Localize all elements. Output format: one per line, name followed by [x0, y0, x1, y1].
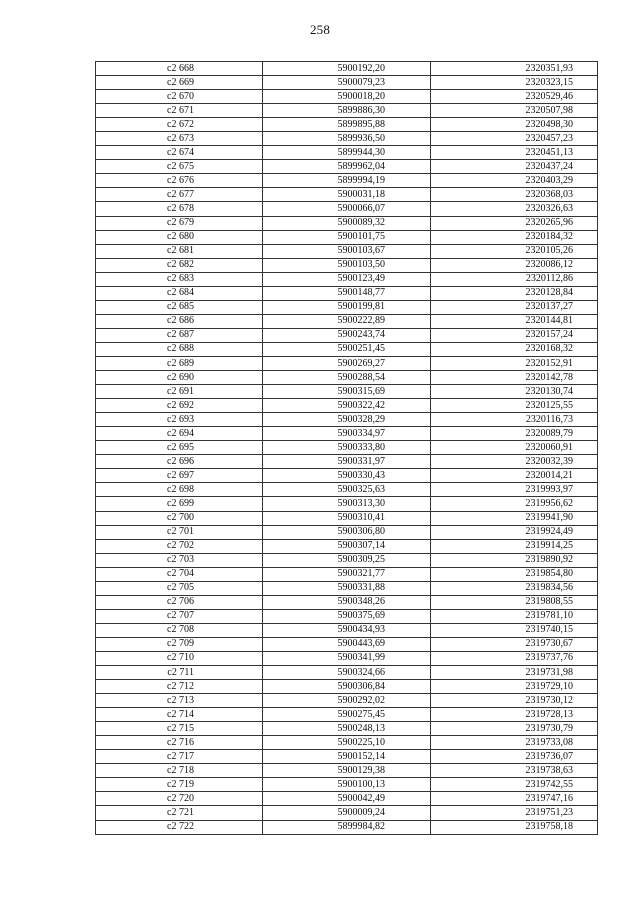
- x-coordinate-cell: 5900334,97: [263, 427, 431, 441]
- y-coordinate-cell: 2319731,98: [431, 666, 598, 680]
- table-row: [96, 441, 598, 455]
- x-coordinate-cell: 5900103,67: [263, 244, 431, 258]
- table-row: [96, 567, 598, 581]
- point-id-cell: c2 682: [96, 258, 263, 272]
- x-coordinate-cell: 5900009,24: [263, 806, 431, 820]
- point-id-cell: c2 712: [96, 680, 263, 694]
- x-coordinate-cell: 5900129,38: [263, 764, 431, 778]
- y-coordinate-cell: 2319740,15: [431, 623, 598, 637]
- point-id-cell: c2 685: [96, 300, 263, 314]
- point-id-cell: c2 674: [96, 146, 263, 160]
- y-coordinate-cell: 2319781,10: [431, 609, 598, 623]
- table-row: [96, 146, 598, 160]
- point-id-cell: c2 709: [96, 637, 263, 651]
- x-coordinate-cell: 5900306,84: [263, 680, 431, 694]
- table-row: [96, 104, 598, 118]
- x-coordinate-cell: 5899962,04: [263, 160, 431, 174]
- y-coordinate-cell: 2319738,63: [431, 764, 598, 778]
- point-id-cell: c2 681: [96, 244, 263, 258]
- table-row: [96, 62, 598, 76]
- point-id-cell: c2 703: [96, 553, 263, 567]
- x-coordinate-cell: 5900018,20: [263, 90, 431, 104]
- x-coordinate-cell: 5900275,45: [263, 708, 431, 722]
- y-coordinate-cell: 2319736,07: [431, 750, 598, 764]
- y-coordinate-cell: 2319730,67: [431, 637, 598, 651]
- y-coordinate-cell: 2320130,74: [431, 385, 598, 399]
- x-coordinate-cell: 5900066,07: [263, 202, 431, 216]
- x-coordinate-cell: 5900100,13: [263, 778, 431, 792]
- table-row: [96, 385, 598, 399]
- y-coordinate-cell: 2320326,63: [431, 202, 598, 216]
- point-id-cell: c2 708: [96, 623, 263, 637]
- x-coordinate-cell: 5900313,30: [263, 497, 431, 511]
- y-coordinate-cell: 2320403,29: [431, 174, 598, 188]
- table-row: [96, 188, 598, 202]
- y-coordinate-cell: 2319730,79: [431, 722, 598, 736]
- point-id-cell: c2 700: [96, 511, 263, 525]
- table-row: [96, 427, 598, 441]
- point-id-cell: c2 673: [96, 132, 263, 146]
- y-coordinate-cell: 2319751,23: [431, 806, 598, 820]
- x-coordinate-cell: 5900123,49: [263, 272, 431, 286]
- x-coordinate-cell: 5900288,54: [263, 371, 431, 385]
- y-coordinate-cell: 2319924,49: [431, 525, 598, 539]
- x-coordinate-cell: 5900328,29: [263, 413, 431, 427]
- table-row: [96, 174, 598, 188]
- table-row: [96, 483, 598, 497]
- y-coordinate-cell: 2320351,93: [431, 62, 598, 76]
- x-coordinate-cell: 5900330,43: [263, 469, 431, 483]
- point-id-cell: c2 721: [96, 806, 263, 820]
- x-coordinate-cell: 5899984,82: [263, 820, 431, 834]
- table-row: [96, 328, 598, 342]
- table-row: [96, 609, 598, 623]
- y-coordinate-cell: 2320125,55: [431, 399, 598, 413]
- x-coordinate-cell: 5900443,69: [263, 637, 431, 651]
- point-id-cell: c2 698: [96, 483, 263, 497]
- point-id-cell: c2 678: [96, 202, 263, 216]
- y-coordinate-cell: 2319941,90: [431, 511, 598, 525]
- y-coordinate-cell: 2320457,23: [431, 132, 598, 146]
- x-coordinate-cell: 5899994,19: [263, 174, 431, 188]
- point-id-cell: c2 713: [96, 694, 263, 708]
- table-row: [96, 595, 598, 609]
- table-row: [96, 680, 598, 694]
- table-row: [96, 300, 598, 314]
- table-row: [96, 637, 598, 651]
- page-number: 258: [309, 22, 331, 37]
- point-id-cell: c2 668: [96, 62, 263, 76]
- point-id-cell: c2 718: [96, 764, 263, 778]
- point-id-cell: c2 693: [96, 413, 263, 427]
- table-row: [96, 553, 598, 567]
- x-coordinate-cell: 5900192,20: [263, 62, 431, 76]
- table-row: [96, 272, 598, 286]
- x-coordinate-cell: 5900251,45: [263, 342, 431, 356]
- x-coordinate-cell: 5900103,50: [263, 258, 431, 272]
- y-coordinate-cell: 2320032,39: [431, 455, 598, 469]
- x-coordinate-cell: 5900042,49: [263, 792, 431, 806]
- point-id-cell: c2 676: [96, 174, 263, 188]
- x-coordinate-cell: 5900243,74: [263, 328, 431, 342]
- table-row: [96, 539, 598, 553]
- table-row: [96, 371, 598, 385]
- point-id-cell: c2 669: [96, 76, 263, 90]
- point-id-cell: c2 690: [96, 371, 263, 385]
- point-id-cell: c2 705: [96, 581, 263, 595]
- x-coordinate-cell: 5900325,63: [263, 483, 431, 497]
- point-id-cell: c2 689: [96, 356, 263, 370]
- point-id-cell: c2 687: [96, 328, 263, 342]
- point-id-cell: c2 704: [96, 567, 263, 581]
- point-id-cell: c2 680: [96, 230, 263, 244]
- point-id-cell: c2 677: [96, 188, 263, 202]
- x-coordinate-cell: 5900089,32: [263, 216, 431, 230]
- table-row: [96, 76, 598, 90]
- table-row: [96, 314, 598, 328]
- table-row: [96, 342, 598, 356]
- y-coordinate-cell: 2320142,78: [431, 371, 598, 385]
- x-coordinate-cell: 5900321,77: [263, 567, 431, 581]
- point-id-cell: c2 670: [96, 90, 263, 104]
- point-id-cell: c2 675: [96, 160, 263, 174]
- table-row: [96, 806, 598, 820]
- y-coordinate-cell: 2320368,03: [431, 188, 598, 202]
- x-coordinate-cell: 5900292,02: [263, 694, 431, 708]
- point-id-cell: c2 699: [96, 497, 263, 511]
- x-coordinate-cell: 5900248,13: [263, 722, 431, 736]
- y-coordinate-cell: 2320498,30: [431, 118, 598, 132]
- x-coordinate-cell: 5900199,81: [263, 300, 431, 314]
- x-coordinate-cell: 5900341,99: [263, 651, 431, 665]
- y-coordinate-cell: 2320323,15: [431, 76, 598, 90]
- point-id-cell: c2 701: [96, 525, 263, 539]
- coordinates-table-body: [96, 62, 598, 835]
- table-row: [96, 90, 598, 104]
- point-id-cell: c2 679: [96, 216, 263, 230]
- table-row: [96, 469, 598, 483]
- point-id-cell: c2 719: [96, 778, 263, 792]
- table-row: [96, 708, 598, 722]
- point-id-cell: c2 695: [96, 441, 263, 455]
- table-row: [96, 694, 598, 708]
- x-coordinate-cell: 5900434,93: [263, 623, 431, 637]
- y-coordinate-cell: 2319737,76: [431, 651, 598, 665]
- point-id-cell: c2 702: [96, 539, 263, 553]
- x-coordinate-cell: 5900309,25: [263, 553, 431, 567]
- table-row: [96, 525, 598, 539]
- table-row: [96, 666, 598, 680]
- x-coordinate-cell: 5900333,80: [263, 441, 431, 455]
- y-coordinate-cell: 2319728,13: [431, 708, 598, 722]
- table-row: [96, 399, 598, 413]
- table-row: [96, 356, 598, 370]
- y-coordinate-cell: 2319956,62: [431, 497, 598, 511]
- y-coordinate-cell: 2320128,84: [431, 286, 598, 300]
- y-coordinate-cell: 2320112,86: [431, 272, 598, 286]
- y-coordinate-cell: 2320157,24: [431, 328, 598, 342]
- table-row: [96, 455, 598, 469]
- x-coordinate-cell: 5900222,89: [263, 314, 431, 328]
- x-coordinate-cell: 5900348,26: [263, 595, 431, 609]
- y-coordinate-cell: 2320116,73: [431, 413, 598, 427]
- point-id-cell: c2 706: [96, 595, 263, 609]
- table-row: [96, 244, 598, 258]
- point-id-cell: c2 710: [96, 651, 263, 665]
- table-row: [96, 750, 598, 764]
- point-id-cell: c2 714: [96, 708, 263, 722]
- point-id-cell: c2 683: [96, 272, 263, 286]
- y-coordinate-cell: 2320265,96: [431, 216, 598, 230]
- x-coordinate-cell: 5899895,88: [263, 118, 431, 132]
- x-coordinate-cell: 5900152,14: [263, 750, 431, 764]
- x-coordinate-cell: 5900324,66: [263, 666, 431, 680]
- y-coordinate-cell: 2319730,12: [431, 694, 598, 708]
- point-id-cell: c2 688: [96, 342, 263, 356]
- y-coordinate-cell: 2320168,32: [431, 342, 598, 356]
- y-coordinate-cell: 2320086,12: [431, 258, 598, 272]
- table-row: [96, 722, 598, 736]
- x-coordinate-cell: 5900307,14: [263, 539, 431, 553]
- x-coordinate-cell: 5899886,30: [263, 104, 431, 118]
- y-coordinate-cell: 2319758,18: [431, 820, 598, 834]
- table-row: [96, 764, 598, 778]
- table-row: [96, 623, 598, 637]
- y-coordinate-cell: 2320137,27: [431, 300, 598, 314]
- y-coordinate-cell: 2319993,97: [431, 483, 598, 497]
- x-coordinate-cell: 5900315,69: [263, 385, 431, 399]
- x-coordinate-cell: 5899944,30: [263, 146, 431, 160]
- y-coordinate-cell: 2320507,98: [431, 104, 598, 118]
- y-coordinate-cell: 2319808,55: [431, 595, 598, 609]
- y-coordinate-cell: 2319854,80: [431, 567, 598, 581]
- y-coordinate-cell: 2319834,56: [431, 581, 598, 595]
- point-id-cell: c2 715: [96, 722, 263, 736]
- table-row: [96, 132, 598, 146]
- table-row: [96, 286, 598, 300]
- x-coordinate-cell: 5900269,27: [263, 356, 431, 370]
- table-row: [96, 202, 598, 216]
- y-coordinate-cell: 2319742,55: [431, 778, 598, 792]
- point-id-cell: c2 691: [96, 385, 263, 399]
- table-row: [96, 778, 598, 792]
- table-row: [96, 216, 598, 230]
- point-id-cell: c2 720: [96, 792, 263, 806]
- y-coordinate-cell: 2319890,92: [431, 553, 598, 567]
- x-coordinate-cell: 5900331,88: [263, 581, 431, 595]
- y-coordinate-cell: 2320451,13: [431, 146, 598, 160]
- table-row: [96, 160, 598, 174]
- table-row: [96, 497, 598, 511]
- x-coordinate-cell: 5900101,75: [263, 230, 431, 244]
- y-coordinate-cell: 2319914,25: [431, 539, 598, 553]
- point-id-cell: c2 716: [96, 736, 263, 750]
- y-coordinate-cell: 2320060,91: [431, 441, 598, 455]
- y-coordinate-cell: 2320105,26: [431, 244, 598, 258]
- point-id-cell: c2 692: [96, 399, 263, 413]
- table-row: [96, 651, 598, 665]
- table-row: [96, 581, 598, 595]
- x-coordinate-cell: 5900031,18: [263, 188, 431, 202]
- y-coordinate-cell: 2320144,81: [431, 314, 598, 328]
- x-coordinate-cell: 5900375,69: [263, 609, 431, 623]
- point-id-cell: c2 707: [96, 609, 263, 623]
- point-id-cell: c2 697: [96, 469, 263, 483]
- point-id-cell: c2 694: [96, 427, 263, 441]
- x-coordinate-cell: 5900322,42: [263, 399, 431, 413]
- y-coordinate-cell: 2319733,08: [431, 736, 598, 750]
- y-coordinate-cell: 2319729,10: [431, 680, 598, 694]
- point-id-cell: c2 722: [96, 820, 263, 834]
- point-id-cell: c2 711: [96, 666, 263, 680]
- x-coordinate-cell: 5900310,41: [263, 511, 431, 525]
- x-coordinate-cell: 5900306,80: [263, 525, 431, 539]
- x-coordinate-cell: 5900079,23: [263, 76, 431, 90]
- table-row: [96, 413, 598, 427]
- y-coordinate-cell: 2320014,21: [431, 469, 598, 483]
- point-id-cell: c2 684: [96, 286, 263, 300]
- point-id-cell: c2 686: [96, 314, 263, 328]
- y-coordinate-cell: 2320152,91: [431, 356, 598, 370]
- table-row: [96, 736, 598, 750]
- table-row: [96, 820, 598, 834]
- x-coordinate-cell: 5900331,97: [263, 455, 431, 469]
- x-coordinate-cell: 5900225,10: [263, 736, 431, 750]
- point-id-cell: c2 672: [96, 118, 263, 132]
- x-coordinate-cell: 5899936,50: [263, 132, 431, 146]
- table-row: [96, 230, 598, 244]
- y-coordinate-cell: 2319747,16: [431, 792, 598, 806]
- table-row: [96, 118, 598, 132]
- y-coordinate-cell: 2320529,46: [431, 90, 598, 104]
- y-coordinate-cell: 2320437,24: [431, 160, 598, 174]
- y-coordinate-cell: 2320089,79: [431, 427, 598, 441]
- point-id-cell: c2 671: [96, 104, 263, 118]
- y-coordinate-cell: 2320184,32: [431, 230, 598, 244]
- coordinates-table: [95, 61, 598, 835]
- table-row: [96, 258, 598, 272]
- table-row: [96, 511, 598, 525]
- table-row: [96, 792, 598, 806]
- x-coordinate-cell: 5900148,77: [263, 286, 431, 300]
- point-id-cell: c2 696: [96, 455, 263, 469]
- point-id-cell: c2 717: [96, 750, 263, 764]
